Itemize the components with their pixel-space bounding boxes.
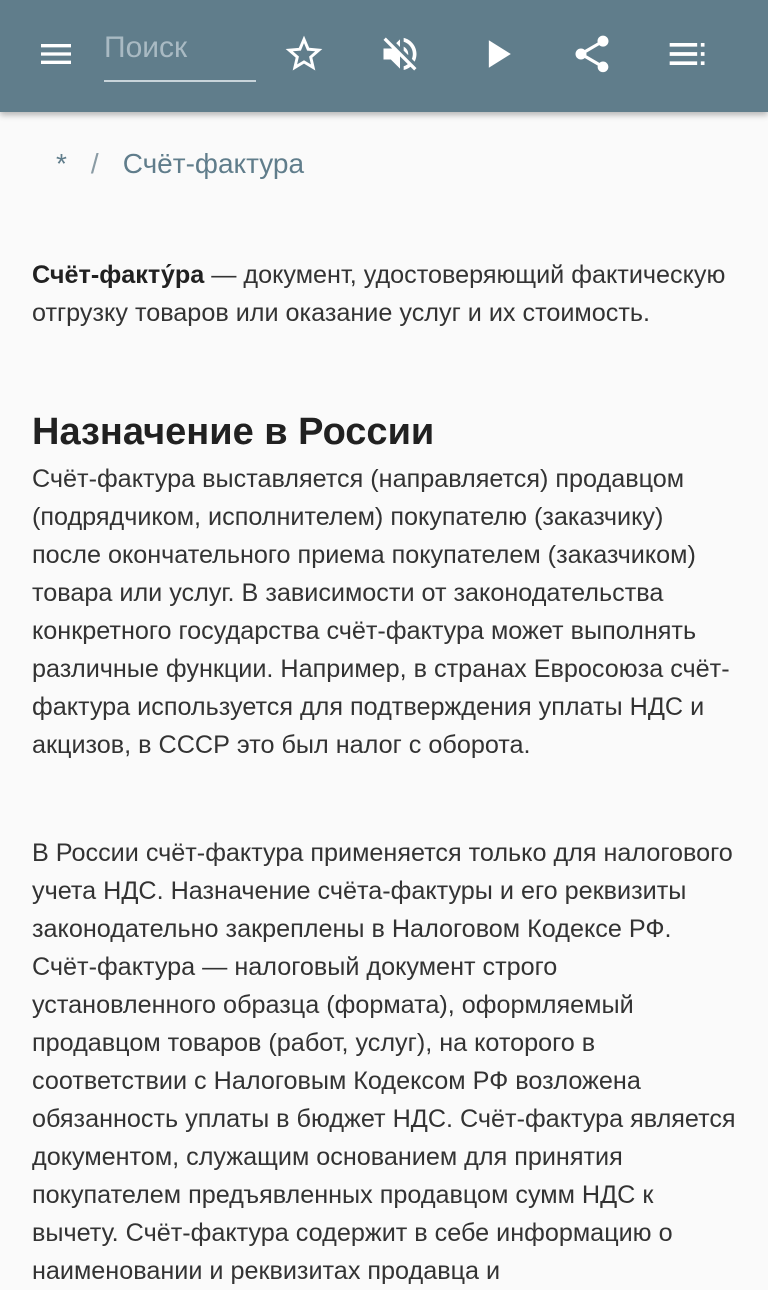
breadcrumb-separator: / [90,148,99,179]
mute-button[interactable] [368,22,432,86]
play-button[interactable] [466,22,530,86]
section-heading: Назначение в России [32,411,435,453]
lead-text: — документ, удостоверяющий фактическую отгрузку товаров или оказание услуг и их стоимость. [32,261,726,327]
play-icon [476,32,520,76]
star-icon [282,32,326,76]
toc-icon [666,32,710,76]
table-of-contents-button[interactable] [656,22,720,86]
article-paragraph-2: В России счёт-фактура применяется только для налогового учета НДС. Назначение счёта-фактуры и его реквизиты законодательно закреплены в Налоговом Кодексе РФ. Счёт-фактура — налоговый документ строго установленного образца (формата), оформляемый продавцом товаров (работ, услуг), на которого в соответствии с Налоговым Кодексом РФ возложена обязанность уплаты в бюджет НДС. Счёт-фактура является документом, служащим основанием для принятия покупателем предъявленных продавцом сумм НДС к вычету. Счёт-фактура содержит в себе информацию о наименовании и реквизитах продавца и [32,839,736,1285]
bookmark-button[interactable] [272,22,336,86]
lead-term: Счёт-факту́ра [32,261,205,289]
article-paragraph-1: Счёт-фактура выставляется (направляется) продавцом (подрядчиком, исполнителем) покупателю (заказчику) после окончательного приема покупателем (заказчиком) товара или услуг. В зависимости от законодательства конкретного государства счёт-фактура может выполнять различные функции. Например, в странах Евросоюза счёт-фактура используется для подтверждения уплаты НДС и акцизов, в СССР это был налог с оборота. [32,465,730,759]
share-button[interactable] [560,22,624,86]
menu-icon [36,34,76,74]
breadcrumb-current: Счёт-фактура [122,148,305,179]
volume-off-icon [378,32,422,76]
share-icon [570,32,614,76]
menu-button[interactable] [24,22,88,86]
breadcrumb [56,148,304,180]
app-toolbar [0,0,768,112]
breadcrumb-root-link[interactable]: * [56,148,67,179]
search-box [104,24,256,82]
search-input[interactable] [104,24,256,72]
article-lead [32,256,738,332]
